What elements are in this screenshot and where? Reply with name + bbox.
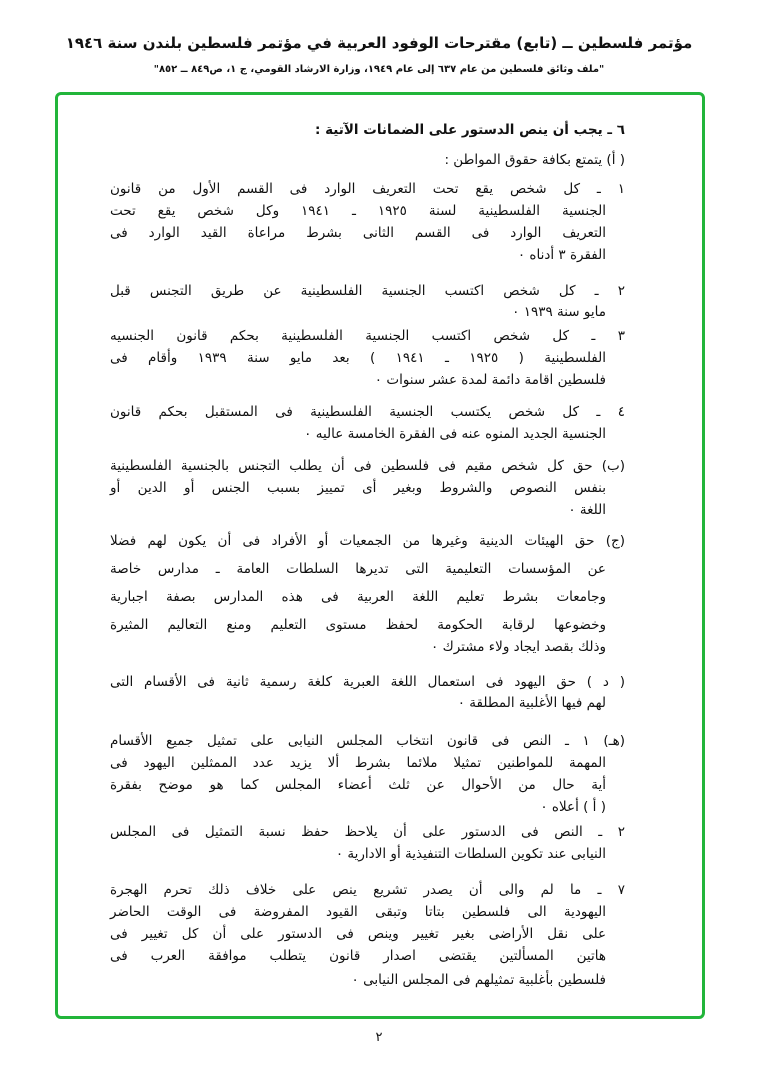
text-line: اليهودية الى فلسطين بتاتا وتبقى القيود المفروضة فى الوقت الحاضر — [110, 904, 606, 920]
text-line: عن المؤسسات التعليمية التى تديرها السلطات العامة ـ مدارس خاصة — [110, 561, 606, 577]
page-number: ٢ — [375, 1030, 383, 1045]
text-line: ( د ) حق اليهود فى استعمال اللغة العبرية كلغة رسمية ثانية فى الأقسام التى — [110, 674, 625, 690]
text-line: اللغة ٠ — [568, 502, 606, 518]
text-line: ٧ ـ ما لم والى أن يصدر تشريع ينص على خلاف ذلك تحرم الهجرة — [110, 882, 625, 898]
text-line: (ب) حق كل شخص مقيم فى فلسطين فى أن يطلب التجنس بالجنسية الفلسطينية — [110, 458, 625, 474]
text-line: ٦ ـ يجب أن ينص الدستور على الضمانات الآتية : — [315, 122, 625, 138]
text-line: ٢ ـ كل شخص اكتسب الجنسية الفلسطينية عن طريق التجنس قبل — [110, 283, 625, 299]
text-line: (هـ) ١ ـ النص فى قانون انتخاب المجلس النيابى على تمثيل جميع الأقسام — [110, 733, 625, 749]
text-line: ٢ ـ النص فى الدستور على أن يلاحظ حفظ نسبة التمثيل فى المجلس — [110, 824, 625, 840]
source-citation: "ملف وثائق فلسطين من عام ٦٣٧ إلى عام ١٩٤٩، وزارة الارشاد القومي، ج ١، ص٨٤٩ ــ ٨٥٢" — [153, 64, 605, 75]
text-line: ( أ ) أعلاه ٠ — [540, 799, 606, 815]
text-line: الجنسية الفلسطينية لسنة ١٩٢٥ ـ ١٩٤١ وكل شخص يقع تحت — [110, 203, 606, 219]
text-line: هاتين المسألتين يقتضى اصدار قانون يتطلب موافقة العرب فى — [110, 948, 606, 964]
text-line: بنفس النصوص والشروط وبغير أى تمييز بسبب الجنس أو الدين أو — [110, 480, 606, 496]
text-line: الفقرة ٣ أدناه ٠ — [517, 247, 606, 263]
text-line: فلسطين اقامة دائمة لمدة عشر سنوات ٠ — [374, 372, 606, 388]
text-line: (ج) حق الهيئات الدينية وغيرها من الجمعيات أو الأفراد فى أن يكون لهم فضلا — [110, 533, 625, 549]
text-line: الجنسية الجديد المنوه عنه فى الفقرة الخامسة عاليه ٠ — [304, 426, 606, 442]
text-line: فلسطين بأغلبية تمثيلهم فى المجلس النيابى ٠ — [351, 972, 606, 988]
text-line: لهم فيها الأغلبية المطلقة ٠ — [457, 695, 606, 711]
text-line: أية حال من الأحوال عن ثلث أعضاء المجلس كما هو موضح بفقرة — [110, 777, 606, 793]
text-line: وخضوعها لرقابة الحكومة لحفظ مستوى التعليم ومنع التعاليم المثيرة — [110, 617, 606, 633]
text-line: وجامعات بشرط تعليم اللغة العربية فى هذه المدارس بصفة اجبارية — [110, 589, 606, 605]
text-line: الفلسطينية ( ١٩٢٥ ـ ١٩٤١ ) بعد مايو سنة ١٩٣٩ وأقام فى — [110, 350, 607, 366]
document-title: مؤتمر فلسطين ــ (تابع) مقترحات الوفود العربية في مؤتمر فلسطين بلندن سنة ١٩٤٦ — [65, 34, 693, 52]
text-line: ١ ـ كل شخص يقع تحت التعريف الوارد فى القسم الأول من قانون — [110, 181, 625, 197]
text-line: التعريف الوارد فى القسم الثانى بشرط مراعاة القيد الوارد فى — [110, 225, 606, 241]
text-line: على نقل الأراضى بغير تغيير وينص فى الدستور على أن كل تغيير فى — [110, 926, 606, 942]
text-line: وذلك بقصد ايجاد ولاء مشترك ٠ — [431, 639, 606, 655]
text-line: ٣ ـ كل شخص اكتسب الجنسية الفلسطينية بحكم قانون الجنسيه — [110, 328, 625, 344]
text-line: ٤ ـ كل شخص يكتسب الجنسية الفلسطينية فى المستقبل بحكم قانون — [110, 404, 625, 420]
text-line: النيابى عند تكوين السلطات التنفيذية أو الادارية ٠ — [335, 846, 606, 862]
text-line: ( أ) يتمتع بكافة حقوق المواطن : — [444, 152, 625, 168]
text-line: المهمة للمواطنين تمثيلا ملائما بشرط ألا يزيد عدد الممثلين اليهود فى — [110, 755, 606, 771]
text-line: مايو سنة ١٩٣٩ ٠ — [512, 304, 606, 320]
